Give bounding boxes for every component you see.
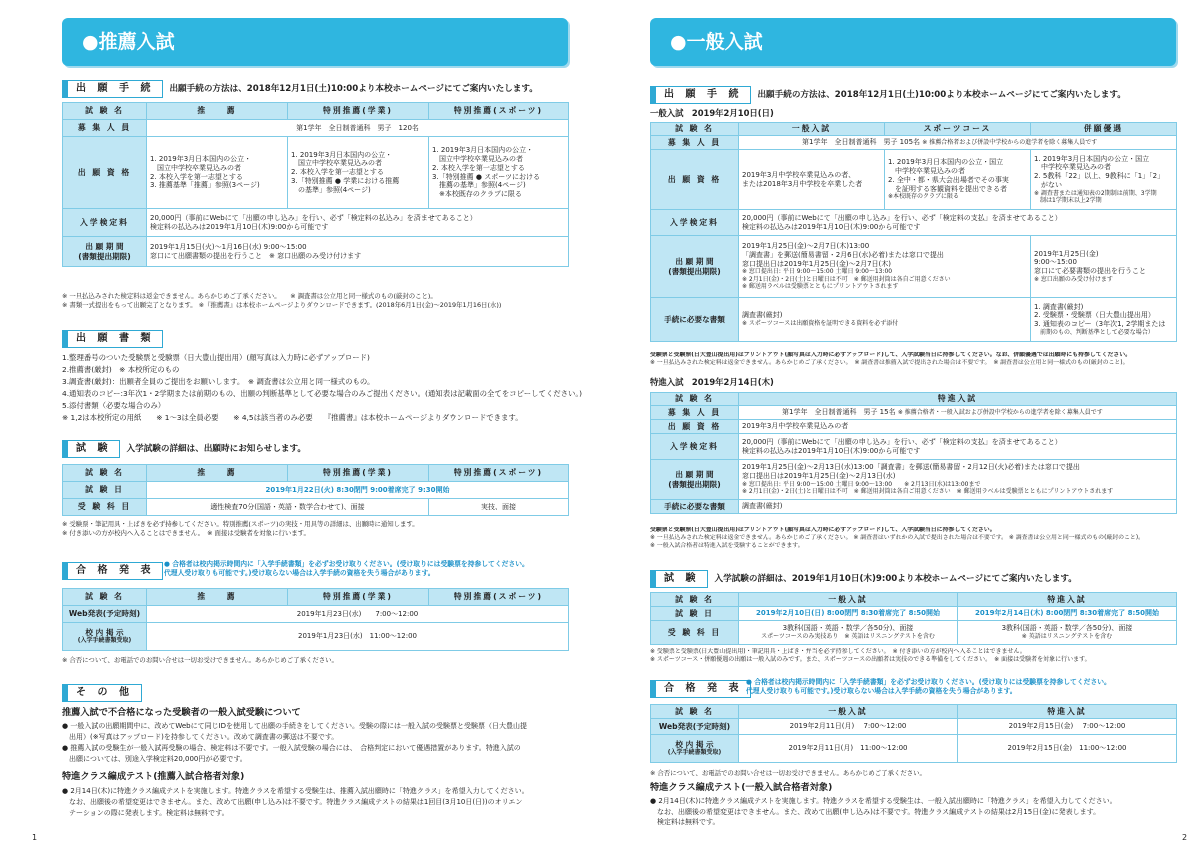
th: 出 願 期 間 (書類提出期限): [651, 460, 739, 500]
cell: 2019年1月22日(火) 8:30閉門 9:00着席完了 9:30開始: [147, 482, 569, 499]
section-exam: [650, 570, 1077, 588]
th: 試 験 名: [63, 465, 147, 482]
cell: 20,000円（事前にWebにて「出願の申し込み」を行い、必ず「検定料の払込み」を済ませてあること） 検定料の払込みは2019年1月10日(木)9:00から可能です: [147, 209, 569, 237]
section-title: 出願手続の方法は、2018年12月1日(土)10:00より本校ホームページにてご案内いたします。: [169, 83, 538, 94]
section-result: [650, 680, 751, 698]
th: スポーツコース: [885, 123, 1031, 136]
cell: 調査書(厳封) ※ スポーツコースは出願資格を証明できる資料を必ず添付: [739, 298, 1031, 342]
th: 試 験 名: [651, 705, 739, 719]
cell: 第1学年 全日制普通科 男子 105名 ※ 推薦合格者および併設中学校からの進学者を除く募集人員です: [739, 136, 1177, 150]
th: 試 験 名: [651, 123, 739, 136]
cell: 3教科(国語・英語・数学／各50分)、面接 スポーツコースのみ実技あり ※ 英語はリスニングテストを含む: [739, 621, 958, 645]
cell: 適性検査70分(国語・英語・数学合わせて)、面接: [147, 499, 429, 516]
section-application: [62, 80, 538, 98]
section-other: [62, 684, 142, 702]
section-title: 出願手続の方法は、2018年12月1日(土)10:00より本校ホームページにてご案内いたします。: [757, 89, 1126, 100]
cell: 2019年3月中学校卒業見込みの者、 または2018年3月中学校を卒業した者: [739, 150, 885, 210]
th: 試 験 名: [651, 593, 739, 607]
th: 一般入試: [739, 593, 958, 607]
banner-ippan: ●一般入試: [650, 18, 1176, 66]
th: 入学検定料: [651, 210, 739, 236]
th: 試 験 名: [651, 393, 739, 406]
th: 併願優遇: [1031, 123, 1177, 136]
section-heading: 試 験: [62, 440, 120, 458]
th: 入学検定料: [651, 434, 739, 460]
cell: 1. 2019年3月日本国内の公立・ 国立中学校卒業見込みの者 2. 本校入学を第一志望とする 3.「特別推薦 ● 学業における推薦 の基準」参照(4ページ): [288, 137, 429, 209]
section-heading: そ の 他: [62, 684, 142, 702]
cell: 実技、面接: [429, 499, 569, 516]
th: 試 験 名: [63, 103, 147, 120]
th: 特別推薦(学業): [288, 465, 429, 482]
section-heading: 出 願 手 続: [650, 86, 751, 104]
th: Web発表(予定時刻): [651, 719, 739, 735]
section-heading: 試 験: [650, 570, 708, 588]
list-item: 4.通知表のコピー:3年次1・2学期または前期のもの、出願の判断基準として必要な場合のみご提出ください。(通知表は記載面の全てをコピーしてください。): [62, 388, 582, 398]
cell: 2019年1月23日(水) 7:00～12:00: [147, 606, 569, 623]
table-result: [650, 704, 1177, 763]
cell: 2019年2月14日(木) 8:00閉門 8:30着席完了 8:50開始: [958, 607, 1177, 621]
other-title-2: 特進クラス編成テスト(推薦入試合格者対象): [62, 771, 245, 782]
banner-suisen: ●推薦入試: [62, 18, 568, 66]
cell: 20,000円（事前にWebにて「出願の申し込み」を行い、必ず「検定料の支払」を済ませてあること） 検定料の払込みは2019年1月10日(木)9:00から可能です: [739, 210, 1177, 236]
table-exam: [650, 592, 1177, 645]
cell: 1. 2019年3月日本国内の公立・ 国立中学校卒業見込みの者 2. 本校入学を第一志望とする 3.「特別推薦 ● スポーツにおける 推薦の基準」参照(4ページ) ※本校既存のクラブに限る: [429, 137, 569, 209]
th: 特別推薦(スポーツ): [429, 589, 569, 606]
cell: 1. 2019年3月日本国内の公立・国立 中学校卒業見込みの者 2. 5教科「22」以上、9教科に「1」「2」 がない ※ 調査書または通知表の2期制は前期、3学期 制は1学期末以上2学期: [1031, 150, 1177, 210]
page-right: [604, 0, 1200, 849]
page-number: 2: [1182, 833, 1188, 843]
th: 試 験 日: [63, 482, 147, 499]
table-application: [62, 102, 569, 267]
cell: 1. 2019年3月日本国内の公立・国立 中学校卒業見込みの者 2. 全中・都・県大会出場者でその事実 を証明する客観資料を提出できる者 ※本校既存のクラブに限る: [885, 150, 1031, 210]
cell: 2019年1月25日(金)～2月7日(木)13:00 「調査書」を郵送(簡易書留・2月6日(水)必着)または窓口で提出 窓口提出日は2019年1月25日(金)～2月7日(木) ※ 窓口提出日: 平日 9:00～15:00 土曜日 9:00～13:00 ※ 2月1日(金)・2日(土)と日曜日は不可 ※ 郵送用封筒は各自ご用意ください ※ 郵送用ラベルは受験票とともにプリントアウトされます: [739, 236, 1031, 298]
th: 特進入試: [958, 705, 1177, 719]
tok-title: 特進入試 2019年2月14日(木): [650, 377, 774, 387]
th: 試 験 日: [651, 607, 739, 621]
th: 特別推薦(スポーツ): [429, 465, 569, 482]
th: 入学検定料: [63, 209, 147, 237]
section-application: [650, 86, 1126, 104]
cell: 2019年1月23日(水) 11:00～12:00: [147, 623, 569, 651]
section-title: 入学試験の詳細は、出願時にお知らせします。: [126, 443, 307, 454]
notes-general: 受験票と受験票(日大豊山提出用)はプリントアウト(顔写真は入力時に必ずアップロード)して、入学試験当日に持参してください。なお、併願優遇では出願時にも持参してください。 ※ 一旦払込みされた検定料は返金できません。あらかじめご了承ください。 ※ 調査書は推薦入試で提出された場合は不要です。 ※ 調査書は公立用と同一様式のもの(厳封のこと)。: [650, 352, 1132, 366]
cell: 2019年2月11日(月) 7:00～12:00: [739, 719, 958, 735]
documents-list: [62, 352, 582, 424]
th: 特別推薦(スポーツ): [429, 103, 569, 120]
th: 特別推薦(学業): [288, 589, 429, 606]
th: 募 集 人 員: [651, 136, 739, 150]
table-tokushin: [650, 392, 1177, 514]
th: Web発表(予定時刻): [63, 606, 147, 623]
cell: 3教科(国語・英語・数学／各50分)、面接 ※ 英語はリスニングテストを含む: [958, 621, 1177, 645]
th: 推 薦: [147, 103, 288, 120]
cell: 2019年2月15日(金) 7:00～12:00: [958, 719, 1177, 735]
table-result: [62, 588, 569, 651]
tokclass-paragraph: ● 2月14日(木)に特進クラス編成テストを実施します。特進クラスを希望する受験生は、一般入試出願時に「特進クラス」を希望入力してください。 なお、出願後の希望変更はできません。また、改めて出願(申し込み)は不要です。特進クラス編成テストの結果は2月15日(金)に発表します。 検定料は無料です。: [650, 797, 1117, 826]
cell: 1. 2019年3月日本国内の公立・ 国立中学校卒業見込みの者 2. 本校入学を第一志望とする 3. 推薦基準「推薦」参照(3ページ): [147, 137, 288, 209]
table-general: [650, 122, 1177, 342]
section-result: [62, 562, 163, 580]
notes-exam: ※ 受験票と受験票(日大豊山提出用)・筆記用具・上ばき・弁当を必ず持参してください。 ※ 付き添いの方が校内へ入ることはできません。 ※ スポーツコース・併願優遇の出願は一般入試のみです。また、スポーツコースの出願者は実技のできる準備をしてください。 ※ 面接は受験者を対象に行います。: [650, 648, 1091, 664]
list-item: 5.添付書類（必要な場合のみ）: [62, 400, 166, 410]
list-item: 1.整理番号のついた受験票と受験票（日大豊山提出用）(顔写真は入力時に必ずアップロード): [62, 353, 370, 362]
th: 特進入試: [958, 593, 1177, 607]
list-item: 2.推薦書(厳封) ※ 本校所定のもの: [62, 364, 180, 374]
th: 校 内 掲 示 (入学手続書類受取): [651, 735, 739, 763]
page-left: [0, 0, 592, 849]
th: 一般入試: [739, 705, 958, 719]
page-number: 1: [32, 833, 38, 843]
cell: 2019年1月25日(金) 9:00～15:00 窓口にて必要書類の提出を行うこと ※ 窓口出願のみ受け付けます: [1031, 236, 1177, 298]
th: 出 願 期 間 (書類提出期限): [651, 236, 739, 298]
other-paragraph-2: ● 2月14日(木)に特進クラス編成テストを実施します。特進クラスを希望する受験生は、推薦入試出願時に「特進クラス」を希望入力してください。 なお、出願後の希望変更はできません。また、改めて出願(申し込み)は不要です。特進クラス編成テストの結果は1回目(3月10日(日))のオリエン テーションの際に発表します。検定料は無料です。: [62, 787, 529, 817]
th: 出 願 資 格: [651, 420, 739, 434]
cell: 1. 調査書(厳封) 2. 受験票・受験票（日大豊山提出用） 3. 通知表のコピー（3年次1, 2学期または 前期のもの、判断基準として必要な場合）: [1031, 298, 1177, 342]
cell: 2019年3月中学校卒業見込みの者: [739, 420, 1177, 434]
section-heading: 出 願 書 類: [62, 330, 163, 348]
th: 出 願 期 間 (書類提出期限): [63, 237, 147, 267]
th: 出 願 資 格: [63, 137, 147, 209]
th: 推 薦: [147, 465, 288, 482]
result-note: ※ 合否について、お電話でのお問い合せは一切お受けできません。あらかじめご了承ください。: [62, 656, 338, 664]
cell: 第1学年 全日制普通科 男子 120名: [147, 120, 569, 137]
notes-application: ※ 一旦払込みされた検定料は返金できません。あらかじめご了承ください。 ※ 調査書は公立用と同一様式のもの(厳封のこと)。 ※ 書類一式提出をもって出願完了となります。 ※『推薦書』は本校ホームページよりダウンロードできます。(2018年6月1日(金)～2019年1月16日(水)): [62, 292, 502, 309]
other-title-1: 推薦入試で不合格になった受験者の一般入試受験について: [62, 707, 301, 718]
cell: 20,000円（事前にWebにて「出願の申し込み」を行い、必ず「検定料の支払」を済ませてあること） 検定料の払込みは2019年1月10日(木)9:00から可能です: [739, 434, 1177, 460]
section-heading: 出 願 手 続: [62, 80, 163, 98]
th: 出 願 資 格: [651, 150, 739, 210]
th: 手続に必要な書類: [651, 298, 739, 342]
cell: 第1学年 全日制普通科 男子 15名 ※ 推薦合格者・一般入試および併設中学校からの進学者を除く募集人員です: [739, 406, 1177, 420]
section-heading: 合 格 発 表: [650, 680, 751, 698]
th: 特進入試: [739, 393, 1177, 406]
result-note: ※ 合否について、お電話でのお問い合せは一切お受けできません。あらかじめご了承ください。: [650, 769, 926, 777]
section-heading: 合 格 発 表: [62, 562, 163, 580]
th: 推 薦: [147, 589, 288, 606]
th: 特別推薦(学業): [288, 103, 429, 120]
th: 募 集 人 員: [651, 406, 739, 420]
list-item: ※ 1,2は本校所定の用紙 ※ 1～3は全員必要 ※ 4,5は該当者のみ必要 『推薦書』は本校ホームページよりダウンロードできます。: [62, 412, 523, 422]
cell: 2019年1月15日(火)～1月16日(水) 9:00～15:00 窓口にて出願書類の提出を行うこと ※ 窓口出願のみ受け付けます: [147, 237, 569, 267]
cell: 2019年2月15日(金) 11:00～12:00: [958, 735, 1177, 763]
gen-title: 一般入試 2019年2月10日(日): [650, 108, 774, 118]
result-notice: ● 合格者は校内掲示時間内に「入学手続書類」を必ずお受け取りください。(受け取りには受験票を持参してください。 代理人受け取りも可能です。)受け取らない場合は入学手続の資格を失う場合があります。: [164, 560, 529, 578]
th: 校 内 掲 示 (入学手続書類受取): [63, 623, 147, 651]
notes-exam: ※ 受験票・筆記用具・上ばきを必ず持参してください。特別推薦(スポーツ)の実技・用具等の詳細は、出願時に通知します。 ※ 付き添いの方が校内へ入ることはできません。 ※ 面接は受験者を対象に行います。: [62, 520, 419, 537]
other-paragraph-1: ● 一般入試の出願期間中に、改めてWebにて同じIDを使用して出願の手続きをしてください。受験の際には一般入試の受験票と受験票（日大豊山提 出用）(※写真はアップロード)を持参してください。改めて調査書の郵送は不要です。 ● 推薦入試の受験生が一般入試再受験の場合、検定料は不要です。一般入試受験の場合には、 合格判定において優遇措置があります。特進入試の 出願については、別途入学検定料20,000円が必要です。: [62, 722, 528, 763]
section-exam: [62, 440, 306, 458]
section-title: 入学試験の詳細は、2019年1月10日(木)9:00より本校ホームページにてご案内いたします。: [714, 573, 1077, 584]
table-exam: [62, 464, 569, 516]
th: 受 験 科 目: [63, 499, 147, 516]
section-documents: [62, 330, 163, 348]
cell: 2019年2月11日(月) 11:00～12:00: [739, 735, 958, 763]
th: 手続に必要な書類: [651, 500, 739, 514]
th: 試 験 名: [63, 589, 147, 606]
th: 募 集 人 員: [63, 120, 147, 137]
list-item: 3.調査書(厳封)：出願者全員のご提出をお願いします。 ※ 調査書は公立用と同一様式のもの。: [62, 376, 375, 386]
th: 受 験 科 目: [651, 621, 739, 645]
cell: 2019年2月10日(日) 8:00閉門 8:30着席完了 8:50開始: [739, 607, 958, 621]
tokclass-title: 特進クラス編成テスト(一般入試合格者対象): [650, 782, 833, 793]
th: 一般入試: [739, 123, 885, 136]
result-notice: ● 合格者は校内掲示時間内に「入学手続書類」を必ずお受け取りください。(受け取りには受験票を持参してください。 代理人受け取りも可能です。)受け取らない場合は入学手続の資格を失う場合があります。: [746, 678, 1111, 696]
cell: 2019年1月25日(金)～2月13日(水)13:00「調査書」を郵送(簡易書留・2月12日(火)必着)または窓口で提出 窓口提出日は2019年1月25日(金)～2月13日(水) ※ 窓口提出日: 平日 9:00～15:00 土曜日 9:00～13:00 ※ 2月13日(水)は13:00まで ※ 2月1日(金)・2日(土)と日曜日は不可 ※ 郵送用封筒は各自ご用意ください ※ 郵送用ラベルは受験票とともにプリントアウトされます: [739, 460, 1177, 500]
notes-tokushin: 受験票と受験票(日大豊山提出用)はプリントアウト(顔写真は入力時に必ずアップロード)して、入学試験当日に持参してください。 ※ 一旦払込みされた検定料は返金できません。あらかじめご了承ください。 ※ 調査書はいずれかの入試で提出された場合は不要です。 ※ 調査書は公立用と同一様式のもの(厳封のこと)。 ※ 一般入試合格者は特進入試を受験することができます。: [650, 527, 1145, 549]
cell: 調査書(厳封): [739, 500, 1177, 514]
